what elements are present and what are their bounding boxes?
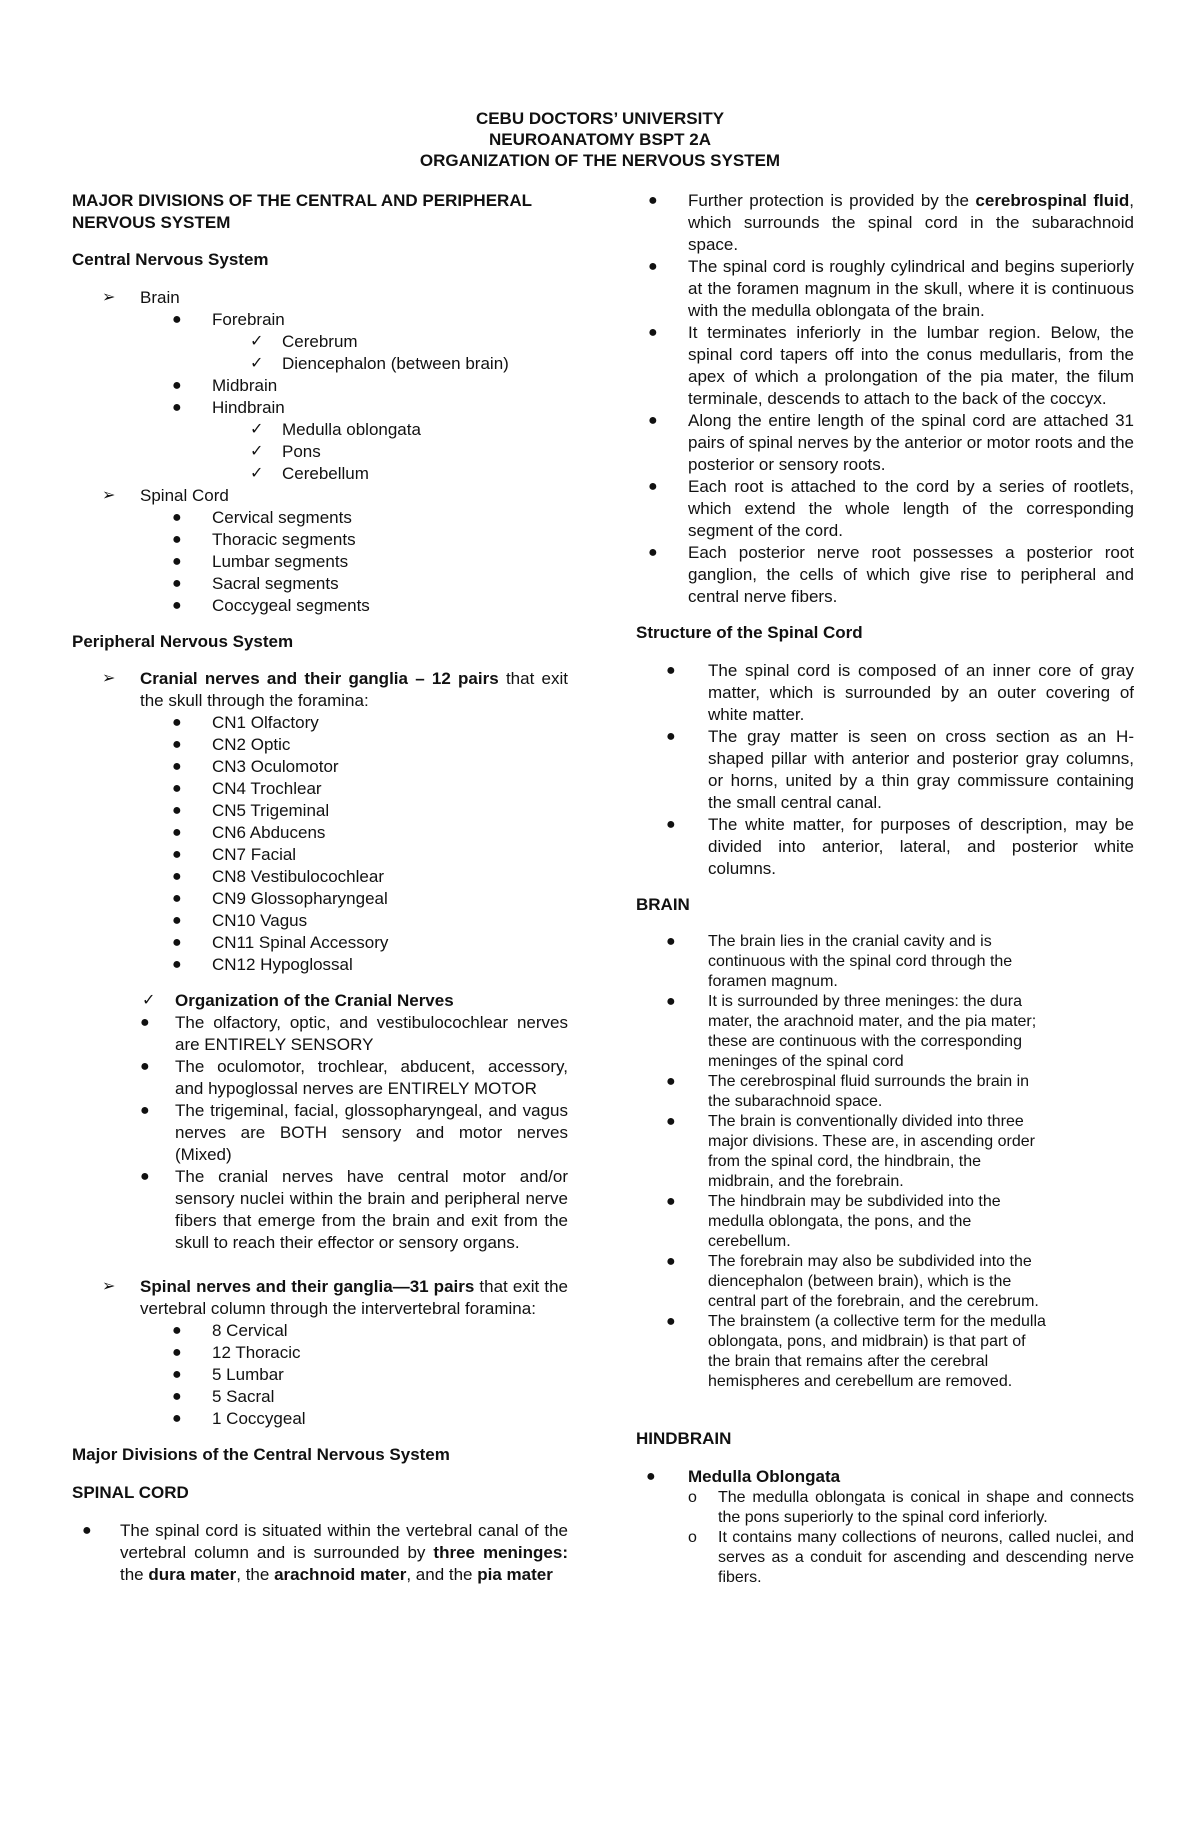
- dot-bullet-icon: ●: [172, 714, 182, 731]
- list-item: ● Sacral segments: [172, 574, 339, 593]
- list-item: ● Each root is attached to the cord by a series of rootlets, which extend the whole length of the corresponding segment of the cord.: [648, 477, 1134, 540]
- check-bullet-icon: ✓: [142, 992, 156, 1009]
- dot-bullet-icon: ●: [646, 1468, 656, 1485]
- arrow-bullet-icon: ➢: [102, 289, 116, 306]
- dot-bullet-icon: ●: [172, 1410, 182, 1427]
- dot-bullet-icon: ●: [140, 1102, 150, 1119]
- list-item: o The medulla oblongata is conical in shape and connects the pons superiorly to the spinal cord inferiorly.: [688, 1489, 1134, 1526]
- list-item: ● CN12 Hypoglossal: [172, 955, 353, 974]
- dot-bullet-icon: ●: [172, 846, 182, 863]
- list-item: ● The spinal cord is roughly cylindrical and begins superiorly at the foramen magnum in the skull, where it is continuous with the medulla oblongata of the brain.: [648, 257, 1134, 320]
- medulla-heading: ● Medulla Oblongata: [646, 1467, 841, 1486]
- section-title: MAJOR DIVISIONS OF THE CENTRAL AND PERIPHERAL NERVOUS SYSTEM: [72, 191, 532, 232]
- list-item: ● The oculomotor, trochlear, abducent, accessory, and hypoglossal nerves are ENTIRELY MOTOR: [140, 1057, 568, 1098]
- dot-bullet-icon: ●: [172, 311, 182, 328]
- dot-bullet-icon: ●: [648, 324, 658, 341]
- arrow-bullet-icon: ➢: [102, 670, 116, 687]
- list-item: ● CN3 Oculomotor: [172, 757, 339, 776]
- dot-bullet-icon: ●: [140, 1058, 150, 1075]
- dot-bullet-icon: ●: [172, 868, 182, 885]
- dot-bullet-icon: ●: [172, 597, 182, 614]
- dot-bullet-icon: ●: [648, 192, 658, 209]
- list-item: ● The hindbrain may be subdivided into the medulla oblongata, the pons, and the cerebellum.: [666, 1193, 1001, 1250]
- list-item: ● CN10 Vagus: [172, 911, 308, 930]
- course-name: NEUROANATOMY BSPT 2A: [489, 130, 711, 149]
- list-item: ● The brain lies in the cranial cavity and is continuous with the spinal cord through the foramen magnum.: [666, 933, 1013, 990]
- dot-bullet-icon: ●: [172, 934, 182, 951]
- dot-bullet-icon: ●: [172, 824, 182, 841]
- dot-bullet-icon: ●: [666, 1253, 676, 1270]
- outline-item-hindbrain: ● Hindbrain: [172, 398, 285, 417]
- dot-bullet-icon: ●: [172, 509, 182, 526]
- list-item: ● CN11 Spinal Accessory: [172, 933, 389, 952]
- dot-bullet-icon: ●: [648, 544, 658, 561]
- list-item: ● The spinal cord is situated within the vertebral canal of the vertebral column and is surrounded by three meninges: the dura mater, the arachnoid mater, and the pia mater: [82, 1521, 568, 1584]
- list-item: ● CN7 Facial: [172, 845, 297, 864]
- list-item: ● CN9 Glossopharyngeal: [172, 889, 388, 908]
- list-item: ● CN2 Optic: [172, 735, 291, 754]
- dot-bullet-icon: ●: [172, 736, 182, 753]
- outline-item-spinal-cord: ➢ Spinal Cord: [102, 486, 229, 505]
- outline-item-medulla: ✓ Medulla oblongata: [250, 420, 421, 439]
- structure-list: [636, 660, 1134, 880]
- dot-bullet-icon: ●: [172, 399, 182, 416]
- dot-bullet-icon: ●: [172, 956, 182, 973]
- dot-bullet-icon: ●: [172, 1344, 182, 1361]
- list-item: ● Coccygeal segments: [172, 596, 370, 615]
- list-item: ● The brainstem (a collective term for the medulla oblongata, pons, and midbrain) is that part of the brain that remains after the cerebral hemispheres and cerebellum are removed.: [666, 1313, 1046, 1390]
- dot-bullet-icon: ●: [172, 1366, 182, 1383]
- outline-item-pons: ✓ Pons: [250, 442, 321, 461]
- outline-item-brain: ➢ Brain: [102, 288, 180, 307]
- list-item: o It contains many collections of neurons, called nuclei, and serves as a conduit for ascending and descending nerve fibers.: [688, 1529, 1134, 1586]
- dot-bullet-icon: ●: [666, 662, 676, 679]
- list-item: ● It is surrounded by three meninges: the dura mater, the arachnoid mater, and the pia mater; these are continuous with the corresponding meninges of the spinal cord: [666, 993, 1037, 1070]
- list-item: ● CN6 Abducens: [172, 823, 326, 842]
- dot-bullet-icon: ●: [172, 758, 182, 775]
- list-item: ● Further protection is provided by the cerebrospinal fluid, which surrounds the spinal cord in the subarachnoid space.: [648, 191, 1134, 254]
- list-item: ● Cervical segments: [172, 508, 352, 527]
- dot-bullet-icon: ●: [172, 1388, 182, 1405]
- arrow-bullet-icon: ➢: [102, 1278, 116, 1295]
- circle-bullet-icon: o: [688, 1529, 697, 1546]
- list-item: ● Thoracic segments: [172, 530, 356, 549]
- dot-bullet-icon: ●: [172, 780, 182, 797]
- document-title: ORGANIZATION OF THE NERVOUS SYSTEM: [419, 151, 781, 170]
- major-cns-heading: Major Divisions of the Central Nervous System: [72, 1445, 450, 1464]
- list-item: ● 5 Sacral: [172, 1387, 275, 1406]
- pns-heading: Peripheral Nervous System: [72, 632, 294, 651]
- list-item: ● The forebrain may also be subdivided into the diencephalon (between brain), which is the central part of the forebrain, and the cerebrum.: [666, 1253, 1039, 1310]
- dot-bullet-icon: ●: [82, 1522, 92, 1539]
- university-name: CEBU DOCTORS’ UNIVERSITY: [475, 109, 725, 128]
- cranial-nerve-list: [72, 712, 568, 976]
- list-item: ● 8 Cervical: [172, 1321, 288, 1340]
- dot-bullet-icon: ●: [172, 553, 182, 570]
- list-item: ● Along the entire length of the spinal cord are attached 31 pairs of spinal nerves by the anterior or motor roots and the posterior or sensory roots.: [648, 411, 1135, 474]
- brain-list: [636, 932, 1046, 1392]
- outline-item-cerebrum: ✓ Cerebrum: [250, 332, 358, 351]
- dot-bullet-icon: ●: [172, 575, 182, 592]
- dot-bullet-icon: ●: [648, 478, 658, 495]
- list-item: ● 5 Lumbar: [172, 1365, 284, 1384]
- list-item: ● CN5 Trigeminal: [172, 801, 330, 820]
- spinal-cord-heading: SPINAL CORD: [72, 1483, 189, 1502]
- dot-bullet-icon: ●: [648, 258, 658, 275]
- list-item: ● The cranial nerves have central motor and/or sensory nuclei within the brain and peripheral nerve fibers that emerge from the brain and exit from the skull to reach their effector or sensory organs.: [140, 1167, 568, 1252]
- dot-bullet-icon: ●: [172, 890, 182, 907]
- list-item: ● It terminates inferiorly in the lumbar region. Below, the spinal cord tapers off into the conus medullaris, from the apex of which a prolongation of the pia mater, the filum terminale, descends to attach to the back of the coccyx.: [648, 323, 1134, 408]
- hindbrain-heading: HINDBRAIN: [636, 1429, 732, 1448]
- list-item: ● CN8 Vestibulocochlear: [172, 867, 384, 886]
- dot-bullet-icon: ●: [140, 1168, 150, 1185]
- list-item: ● 12 Thoracic: [172, 1343, 301, 1362]
- dot-bullet-icon: ●: [666, 1073, 676, 1090]
- list-item: ● The white matter, for purposes of description, may be divided into anterior, lateral, and posterior white columns.: [666, 815, 1134, 878]
- dot-bullet-icon: ●: [648, 412, 658, 429]
- list-item: ● The cerebrospinal fluid surrounds the brain in the subarachnoid space.: [666, 1073, 1030, 1110]
- dot-bullet-icon: ●: [666, 816, 676, 833]
- outline-item-spinal-nerves: ➢ Spinal nerves and their ganglia—31 pairs that exit the vertebral column through the intervertebral foramina:: [102, 1277, 568, 1318]
- cns-outline: [72, 287, 568, 617]
- outline-item-diencephalon: ✓ Diencephalon (between brain): [250, 354, 509, 373]
- outline-item-cerebellum: ✓ Cerebellum: [250, 464, 369, 483]
- list-item: ● The trigeminal, facial, glossopharyngeal, and vagus nerves are BOTH sensory and motor nerves (Mixed): [140, 1101, 568, 1164]
- check-bullet-icon: ✓: [250, 465, 264, 482]
- dot-bullet-icon: ●: [666, 993, 676, 1010]
- dot-bullet-icon: ●: [666, 1113, 676, 1130]
- cns-heading: Central Nervous System: [72, 250, 269, 269]
- check-bullet-icon: ✓: [250, 333, 264, 350]
- dot-bullet-icon: ●: [172, 912, 182, 929]
- list-item: ● CN4 Trochlear: [172, 779, 322, 798]
- document-header: [0, 108, 1200, 171]
- dot-bullet-icon: ●: [140, 1014, 150, 1031]
- check-bullet-icon: ✓: [250, 355, 264, 372]
- arrow-bullet-icon: ➢: [102, 487, 116, 504]
- outline-item-midbrain: ● Midbrain: [172, 376, 278, 395]
- dot-bullet-icon: ●: [666, 933, 676, 950]
- dot-bullet-icon: ●: [172, 802, 182, 819]
- list-item: ● The spinal cord is composed of an inner core of gray matter, which is surrounded by an outer covering of white matter.: [666, 661, 1134, 724]
- check-bullet-icon: ✓: [250, 421, 264, 438]
- list-item: ● CN1 Olfactory: [172, 713, 319, 732]
- list-item: ● The gray matter is seen on cross section as an H-shaped pillar with anterior and posterior gray columns, or horns, united by a thin gray commissure containing the small central canal.: [666, 727, 1134, 812]
- brain-heading: BRAIN: [636, 895, 690, 914]
- list-item: ● Each posterior nerve root possesses a posterior root ganglion, the cells of which give rise to peripheral and central nerve fibers.: [648, 543, 1134, 606]
- list-item: ● 1 Coccygeal: [172, 1409, 306, 1428]
- check-bullet-icon: ✓: [250, 443, 264, 460]
- outline-item-forebrain: ● Forebrain: [172, 310, 285, 329]
- outline-item-cranial: ➢ Cranial nerves and their ganglia – 12 pairs that exit the skull through the foramina:: [102, 669, 568, 710]
- left-column: [72, 190, 568, 1586]
- spinal-cord-list: [636, 190, 1134, 608]
- medulla-list: [636, 1488, 1134, 1588]
- structure-heading: Structure of the Spinal Cord: [636, 623, 863, 642]
- list-item: ● The brain is conventionally divided into three major divisions. These are, in ascending order from the spinal cord, the hindbrain, the midbrain, and the forebrain.: [666, 1113, 1035, 1190]
- dot-bullet-icon: ●: [172, 1322, 182, 1339]
- list-item: ● The olfactory, optic, and vestibulocochlear nerves are ENTIRELY SENSORY: [140, 1013, 568, 1054]
- spinal-nerve-list: [72, 1320, 568, 1430]
- org-list: [72, 1012, 568, 1254]
- dot-bullet-icon: ●: [666, 1313, 676, 1330]
- circle-bullet-icon: o: [688, 1489, 697, 1506]
- org-heading: ✓ Organization of the Cranial Nerves: [142, 991, 454, 1010]
- dot-bullet-icon: ●: [666, 728, 676, 745]
- dot-bullet-icon: ●: [172, 377, 182, 394]
- dot-bullet-icon: ●: [666, 1193, 676, 1210]
- list-item: ● Lumbar segments: [172, 552, 349, 571]
- right-column: [636, 190, 1134, 1588]
- dot-bullet-icon: ●: [172, 531, 182, 548]
